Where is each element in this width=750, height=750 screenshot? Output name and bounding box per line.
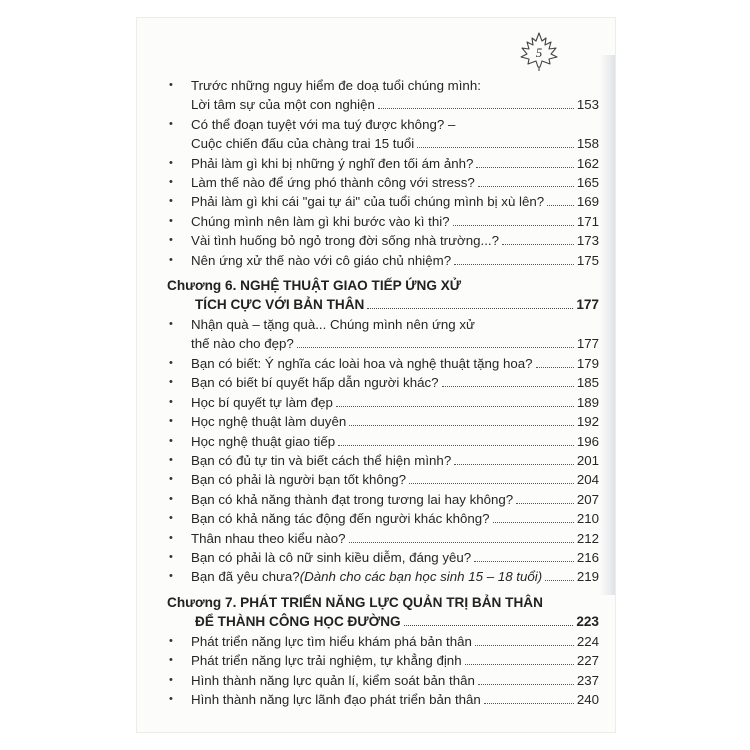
toc-entry-line <box>167 173 599 192</box>
dot-leader <box>338 445 574 446</box>
chapter-title: Chương 7. PHÁT TRIỂN NĂNG LỰC QUẢN TRỊ BẢN THÂN <box>167 594 543 610</box>
toc-entry <box>167 632 599 651</box>
dot-leader <box>349 542 574 543</box>
bullet-icon: • <box>169 356 173 369</box>
entry-title: Bạn có khả năng tác động đến người khác không? <box>191 511 490 527</box>
toc-entry <box>167 393 599 412</box>
entry-title: Phát triển năng lực tìm hiểu khám phá bản thân <box>191 633 472 649</box>
toc-entry <box>167 173 599 192</box>
dot-leader <box>493 522 574 523</box>
entry-title: Phải làm gì khi cái "gai tự ái" của tuổi chúng mình bị xù lên? <box>191 194 545 210</box>
toc-entry <box>167 548 599 567</box>
entry-title: Thân nhau theo kiểu nào? <box>191 530 346 546</box>
bullet-icon: • <box>169 531 173 544</box>
entry-title: Nên ứng xử thế nào với cô giáo chủ nhiệm? <box>191 252 452 268</box>
dot-leader <box>516 503 574 504</box>
page-ref: 192 <box>576 414 599 430</box>
toc-entry-line <box>167 354 599 373</box>
toc-entry-line <box>167 334 599 353</box>
bullet-icon: • <box>169 117 173 130</box>
dot-leader <box>349 425 574 426</box>
toc-entry-line <box>167 373 599 392</box>
bullet-icon: • <box>169 234 173 247</box>
bullet-icon: • <box>169 395 173 408</box>
toc-entry-line <box>167 192 599 211</box>
page-ref: 177 <box>576 297 599 313</box>
page-ref: 171 <box>576 213 599 229</box>
toc-entry-line <box>167 470 599 489</box>
toc-entry <box>167 567 599 586</box>
dot-leader <box>547 205 574 206</box>
dot-leader <box>478 186 574 187</box>
toc-entry <box>167 76 599 115</box>
toc-entry-line <box>167 509 599 528</box>
page-ref: 196 <box>576 433 599 449</box>
entry-title: Phát triển năng lực trải nghiệm, tự khẳng định <box>191 653 462 669</box>
toc-entry <box>167 115 599 154</box>
toc-entry-line <box>167 651 599 670</box>
entry-title: Làm thế nào để ứng phó thành công với stress? <box>191 175 475 191</box>
dot-leader <box>336 406 574 407</box>
bullet-icon: • <box>169 634 173 647</box>
dot-leader <box>484 703 574 704</box>
entry-title: Có thể đoạn tuyệt với ma tuý được không? – <box>191 116 456 132</box>
toc-entry-line <box>167 567 599 586</box>
entry-title: Bạn có phải là người bạn tốt không? <box>191 472 407 488</box>
bullet-icon: • <box>169 415 173 428</box>
page-ref: 216 <box>576 549 599 565</box>
entry-title: Bạn có đủ tự tin và biết cách thể hiện mình? <box>191 452 452 468</box>
dot-leader <box>465 664 574 665</box>
dot-leader <box>417 147 574 148</box>
toc-entry-line <box>167 393 599 412</box>
bullet-icon: • <box>169 195 173 208</box>
bullet-icon: • <box>169 318 173 331</box>
toc-entry-line <box>167 529 599 548</box>
bullet-icon: • <box>169 434 173 447</box>
toc-entry <box>167 315 599 354</box>
toc-entry <box>167 251 599 270</box>
toc-entry-line <box>167 451 599 470</box>
entry-title: Bạn có khả năng thành đạt trong tương lai hay không? <box>191 491 514 507</box>
page-ref: 173 <box>576 233 599 249</box>
bullet-icon: • <box>169 253 173 266</box>
bullet-icon: • <box>169 214 173 227</box>
page-ref: 210 <box>576 511 599 527</box>
toc-entry <box>167 490 599 509</box>
page-number: 5 <box>535 45 543 60</box>
bullet-icon: • <box>169 654 173 667</box>
page-ref: 165 <box>576 175 599 191</box>
toc-entry-line <box>167 231 599 250</box>
bullet-icon: • <box>169 156 173 169</box>
entry-title: Vài tình huống bỏ ngỏ trong đời sống nhà trường...? <box>191 233 500 249</box>
page-edge-shadow <box>600 55 615 595</box>
toc-entry-line <box>167 690 599 709</box>
bullet-icon: • <box>169 492 173 505</box>
page-ref: 162 <box>576 155 599 171</box>
page-ref: 227 <box>576 653 599 669</box>
entry-title: Lời tâm sự của một con nghiện <box>191 97 375 113</box>
toc-entry-line <box>167 95 599 114</box>
page-ref: 153 <box>576 97 599 113</box>
dot-leader <box>367 308 573 309</box>
toc-entry-line <box>167 412 599 431</box>
maple-leaf-icon <box>513 30 565 72</box>
entry-title: Trước những nguy hiểm đe doạ tuổi chúng mình: <box>191 78 481 93</box>
entry-title: Phải làm gì khi bị những ý nghĩ đen tối ám ảnh? <box>191 155 474 171</box>
page-ref: 207 <box>576 491 599 507</box>
entry-title: Học nghệ thuật làm duyên <box>191 414 347 430</box>
toc-entry <box>167 529 599 548</box>
entry-title: Hình thành năng lực quản lí, kiểm soát bản thân <box>191 672 475 688</box>
dot-leader <box>502 244 574 245</box>
chapter-heading <box>167 593 599 631</box>
chapter-heading <box>167 276 599 314</box>
bullet-icon: • <box>169 692 173 705</box>
entry-title: Cuộc chiến đấu của chàng trai 15 tuổi <box>191 136 415 152</box>
page-ref: 237 <box>576 672 599 688</box>
bullet-icon: • <box>169 473 173 486</box>
bullet-icon: • <box>169 376 173 389</box>
bullet-icon: • <box>169 79 173 91</box>
toc-entry <box>167 354 599 373</box>
entry-title: Bạn có biết bí quyết hấp dẫn người khác? <box>191 375 439 391</box>
toc-entry-line <box>167 212 599 231</box>
toc-entry <box>167 212 599 231</box>
toc-entry-line <box>167 115 599 134</box>
bullet-icon: • <box>169 570 173 583</box>
toc-entry-line <box>167 432 599 451</box>
entry-title: Bạn đã yêu chưa? <box>191 569 300 585</box>
chapter-subtitle-line <box>167 295 599 314</box>
toc-entry <box>167 154 599 173</box>
dot-leader <box>475 645 574 646</box>
toc-entry <box>167 671 599 690</box>
entry-note: (Dành cho các bạn học sinh 15 – 18 tuổi) <box>299 569 543 585</box>
page-ref: 169 <box>576 194 599 210</box>
dot-leader <box>478 684 574 685</box>
entry-title: Bạn có phải là cô nữ sinh kiều diễm, đáng yêu? <box>191 549 472 565</box>
entry-title: Chúng mình nên làm gì khi bước vào kì thi? <box>191 213 450 229</box>
page-ref: 219 <box>576 569 599 585</box>
page-ref: 240 <box>576 691 599 707</box>
dot-leader <box>378 108 574 109</box>
toc-entry <box>167 231 599 250</box>
toc-entry-line <box>167 251 599 270</box>
page-ref: 185 <box>576 375 599 391</box>
dot-leader <box>454 464 574 465</box>
dot-leader <box>409 483 574 484</box>
dot-leader <box>404 625 574 626</box>
toc-entry-line <box>167 632 599 651</box>
toc-entry <box>167 432 599 451</box>
dot-leader <box>474 561 574 562</box>
dot-leader <box>476 167 573 168</box>
page-ref: 177 <box>576 336 599 352</box>
page-ref: 223 <box>576 613 599 629</box>
bullet-icon: • <box>169 453 173 466</box>
toc-entry <box>167 373 599 392</box>
dot-leader <box>453 225 574 226</box>
bullet-icon: • <box>169 176 173 189</box>
entry-title: Học nghệ thuật giao tiếp <box>191 433 336 449</box>
toc-entry-line <box>167 134 599 153</box>
entry-title: Nhận quà – tặng quà... Chúng mình nên ứng xử <box>191 317 475 333</box>
page-ref: 212 <box>576 530 599 546</box>
table-of-contents <box>167 76 599 709</box>
toc-entry <box>167 412 599 431</box>
entry-title: thế nào cho đẹp? <box>191 336 294 352</box>
entry-title: Hình thành năng lực lãnh đạo phát triển bản thân <box>191 691 481 707</box>
chapter-subtitle: ĐỂ THÀNH CÔNG HỌC ĐƯỜNG <box>195 613 401 629</box>
page-ref: 175 <box>576 252 599 268</box>
dot-leader <box>454 264 574 265</box>
entry-title: Học bí quyết tự làm đẹp <box>191 394 333 410</box>
entry-title: Bạn có biết: Ý nghĩa các loài hoa và nghệ thuật tặng hoa? <box>191 355 533 371</box>
toc-entry <box>167 451 599 470</box>
chapter-subtitle: TÍCH CỰC VỚI BẢN THÂN <box>195 297 365 313</box>
page-ref: 179 <box>576 355 599 371</box>
toc-entry-line <box>167 315 599 334</box>
bullet-icon: • <box>169 512 173 525</box>
chapter-subtitle-line <box>167 612 599 631</box>
page-ref: 158 <box>576 136 599 152</box>
toc-entry <box>167 651 599 670</box>
toc-entry-line <box>167 76 599 95</box>
dot-leader <box>297 347 574 348</box>
dot-leader <box>536 367 574 368</box>
bullet-icon: • <box>169 550 173 563</box>
dot-leader <box>442 386 574 387</box>
toc-entry <box>167 690 599 709</box>
chapter-title: Chương 6. NGHỆ THUẬT GIAO TIẾP ỨNG XỬ <box>167 278 462 294</box>
page-ref: 224 <box>576 633 599 649</box>
toc-entry <box>167 509 599 528</box>
toc-entry-line <box>167 490 599 509</box>
toc-entry-line <box>167 154 599 173</box>
page-ref: 189 <box>576 394 599 410</box>
dot-leader <box>545 580 574 581</box>
toc-entry-line <box>167 548 599 567</box>
page-ref: 204 <box>576 472 599 488</box>
bullet-icon: • <box>169 673 173 686</box>
toc-entry <box>167 470 599 489</box>
page-ref: 201 <box>576 452 599 468</box>
toc-entry-line <box>167 671 599 690</box>
toc-entry <box>167 192 599 211</box>
